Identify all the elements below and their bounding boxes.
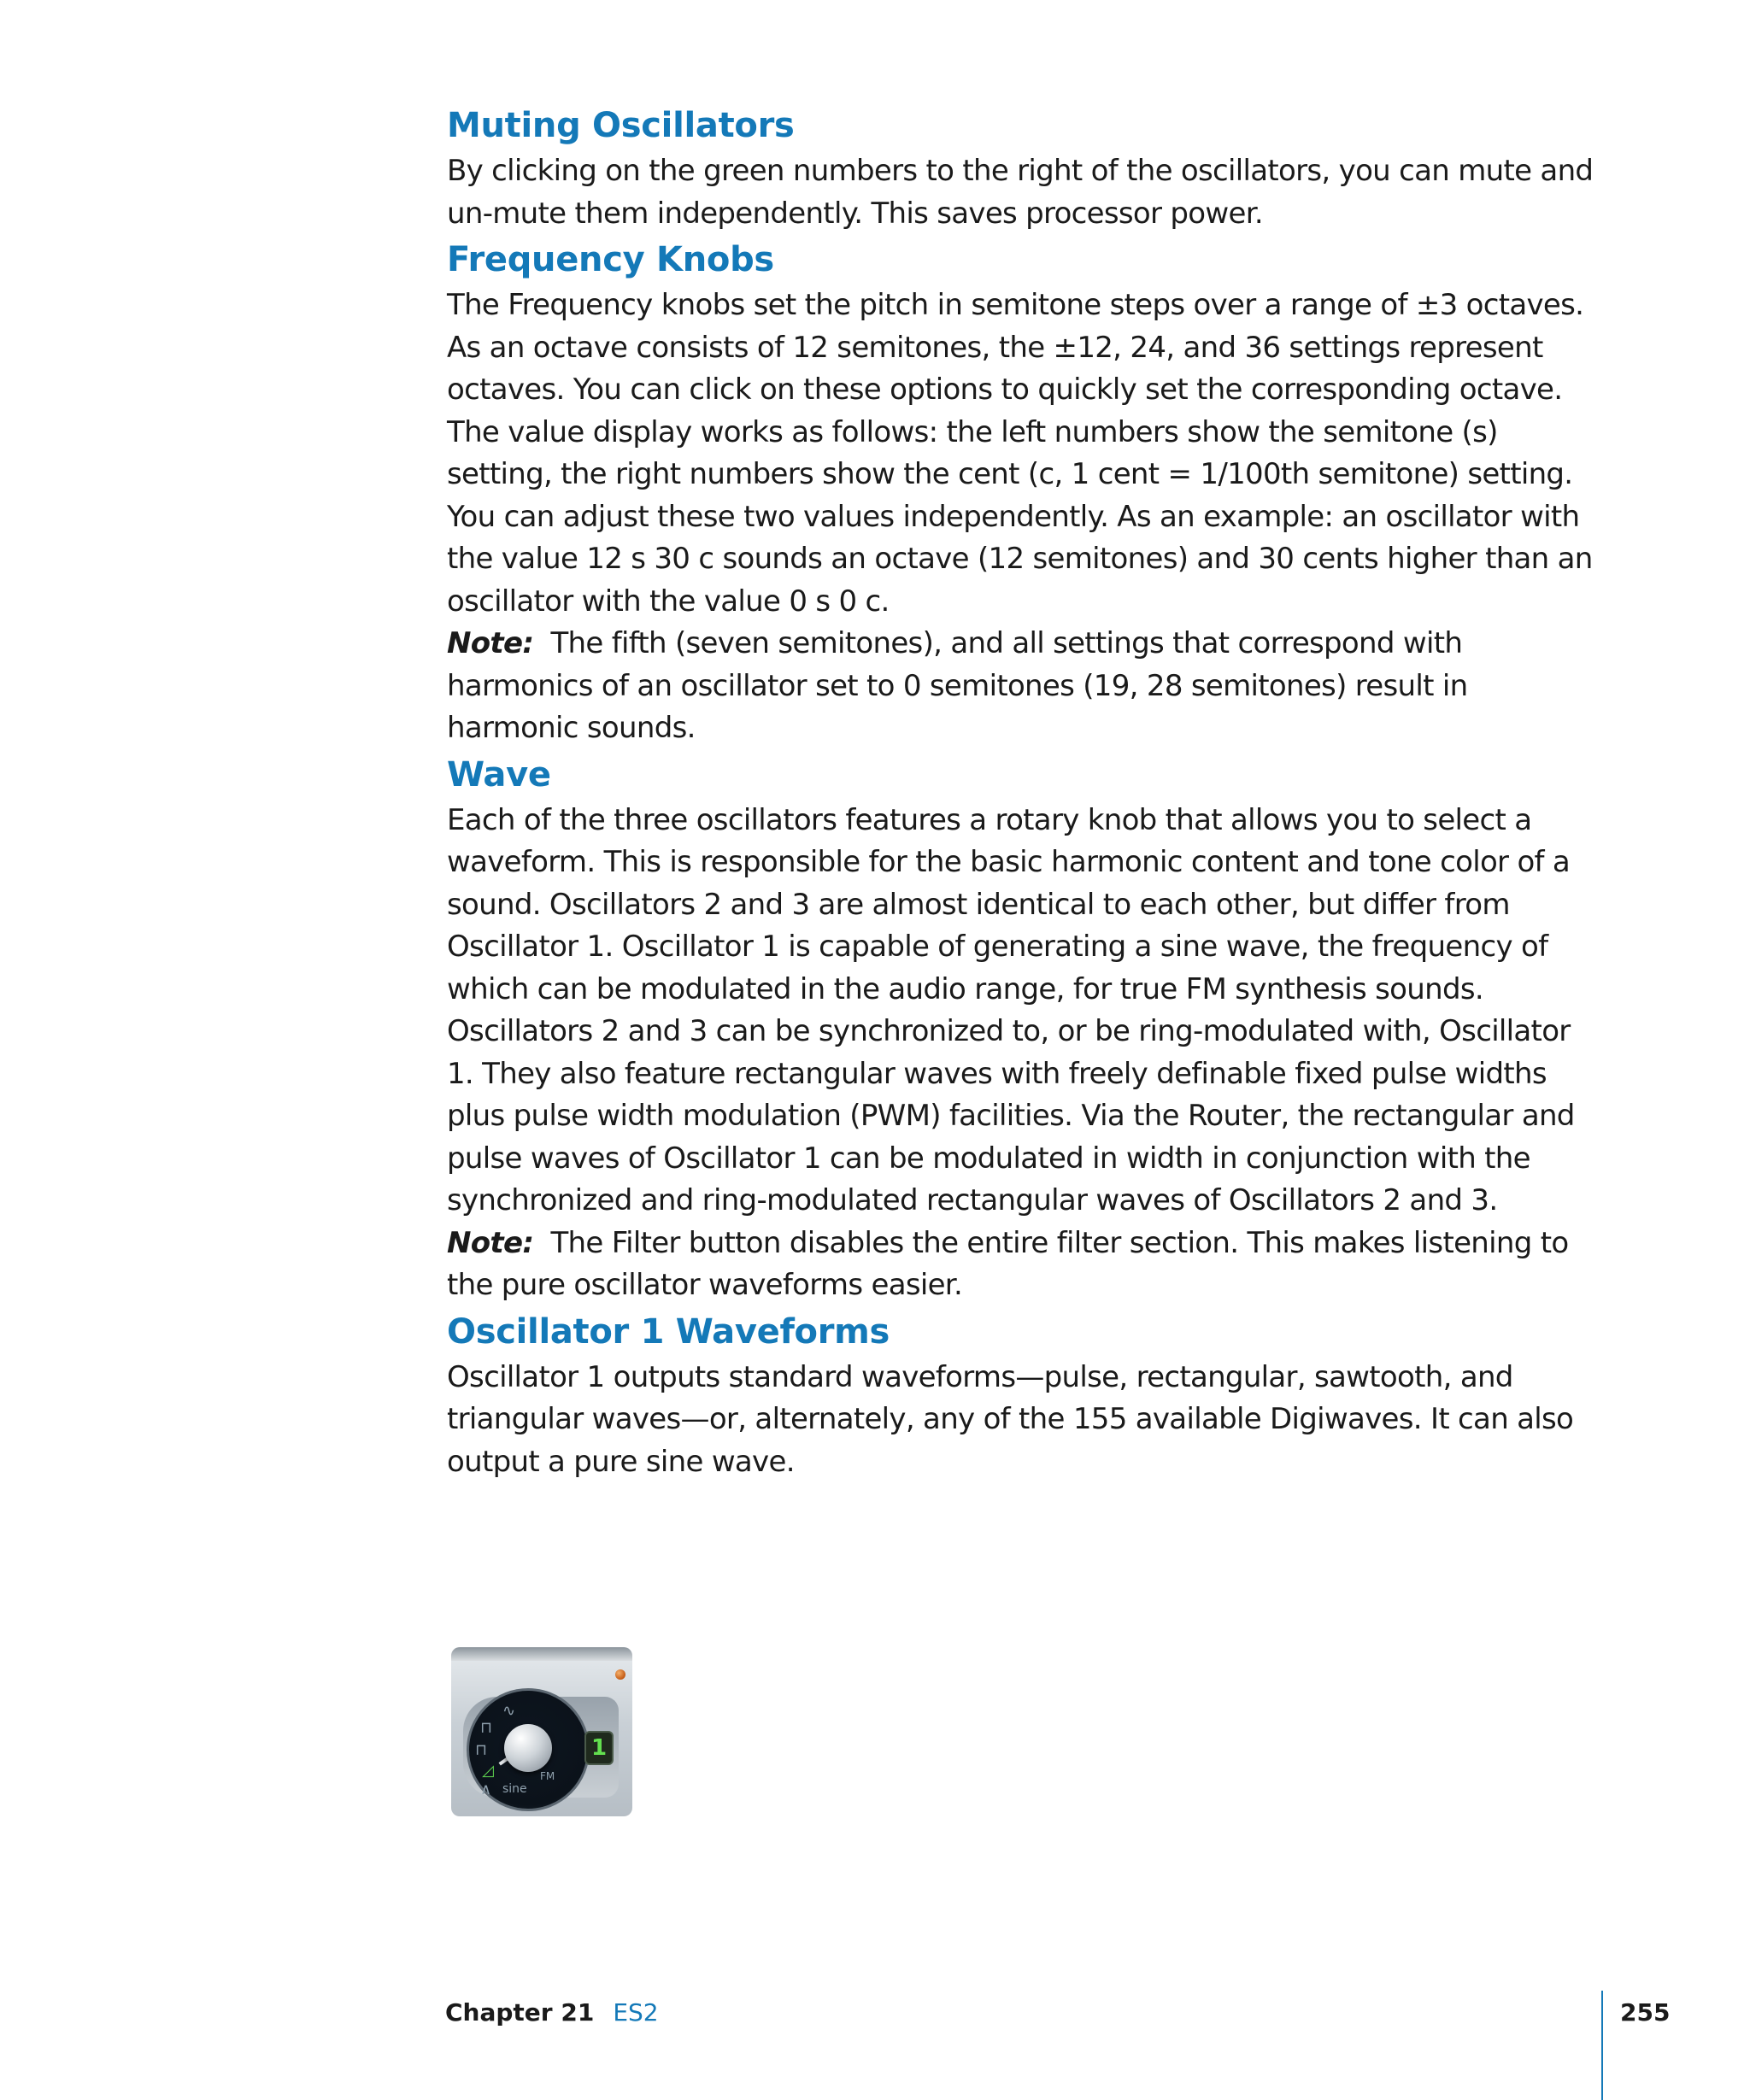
figure-top-bar xyxy=(451,1647,632,1661)
note-text: The fifth (seven semitones), and all settings that correspond with harmonics of an oscillator set to 0 semitones (19, 28 semitones) result in harmonic sounds. xyxy=(447,626,1468,745)
paragraph-muting: By clicking on the green numbers to the right of the oscillators, you can mute and un-mute them independently. This saves processor power. xyxy=(447,154,1594,231)
square-wave-icon: ⊓ xyxy=(475,1741,488,1759)
sawtooth-wave-icon: ◿ xyxy=(482,1762,494,1780)
fm-label: FM xyxy=(540,1770,555,1782)
heading-oscillator-1-waveforms: Oscillator 1 Waveforms xyxy=(447,1311,890,1352)
note-label: Note: xyxy=(447,626,534,660)
heading-wave: Wave xyxy=(447,754,551,795)
triangle-wave-icon: ∧ xyxy=(480,1780,492,1798)
note-frequency xyxy=(447,623,1602,750)
footer-chapter-title: ES2 xyxy=(613,1998,659,2027)
heading-muting-oscillators: Muting Oscillators xyxy=(447,106,795,145)
heading-frequency-knobs: Frequency Knobs xyxy=(447,240,774,279)
sine-wave-icon: ∿ xyxy=(502,1702,516,1720)
page-number: 255 xyxy=(1620,1998,1671,2027)
paragraph-osc1: Oscillator 1 outputs standard waveforms—pulse, rectangular, sawtooth, and triangular waves—or, alternately, any of the 155 available Digiwaves. It can also output a pure sine wave. xyxy=(447,1359,1574,1479)
paragraph-frequency-1: The Frequency knobs set the pitch in semitone steps over a range of ±3 octaves. As an octave consists of 12 semitones, the ±12, 24, and 36 settings represent octaves. You can click on these options to quickly set the corresponding octave. xyxy=(447,288,1584,407)
footer-chapter-label: Chapter 21 xyxy=(445,1998,595,2027)
footer-divider xyxy=(1601,1991,1603,2100)
sine-label: sine xyxy=(502,1782,527,1796)
oscillator-number-button: 1 xyxy=(584,1731,614,1765)
paragraph-frequency-2: The value display works as follows: the left numbers show the semitone (s) setting, the right numbers show the cent (c, 1 cent = 1/100th semitone) setting. You can adjust these two values independently. As an example: an oscillator with the value 12 s 30 c sounds an octave (12 semitones) and 30 cents higher than an oscillator with the value 0 s 0 c. xyxy=(447,414,1593,619)
note-text: The Filter button disables the entire filter section. This makes listening to the pure oscillator waveforms easier. xyxy=(447,1225,1569,1302)
oscillator-1-figure xyxy=(451,1647,632,1816)
note-label: Note: xyxy=(447,1225,534,1260)
pulse-wave-icon: ⊓ xyxy=(480,1719,493,1737)
page-content xyxy=(447,101,1602,1483)
note-wave xyxy=(447,1223,1602,1307)
status-led-icon xyxy=(615,1669,625,1680)
footer-chapter xyxy=(445,1996,659,2030)
waveform-knob xyxy=(504,1724,552,1772)
paragraph-wave: Each of the three oscillators features a rotary knob that allows you to select a waveform. This is responsible for the basic harmonic content and tone color of a sound. Oscillators 2 and 3 are almost identical to each other, but differ from Oscillator 1. Oscillator 1 is capable of generating a sine wave, the frequency of which can be modulated in the audio range, for true FM synthesis sounds. Oscillators 2 and 3 can be synchronized to, or be ring-modulated with, Oscillator 1. They also feature rectangular waves with freely definable fixed pulse widths plus pulse width modulation (PWM) facilities. Via the Router, the rectangular and pulse waves of Oscillator 1 can be modulated in width in conjunction with the synchronized and ring-modulated rectangular waves of Oscillators 2 and 3. xyxy=(447,802,1575,1217)
